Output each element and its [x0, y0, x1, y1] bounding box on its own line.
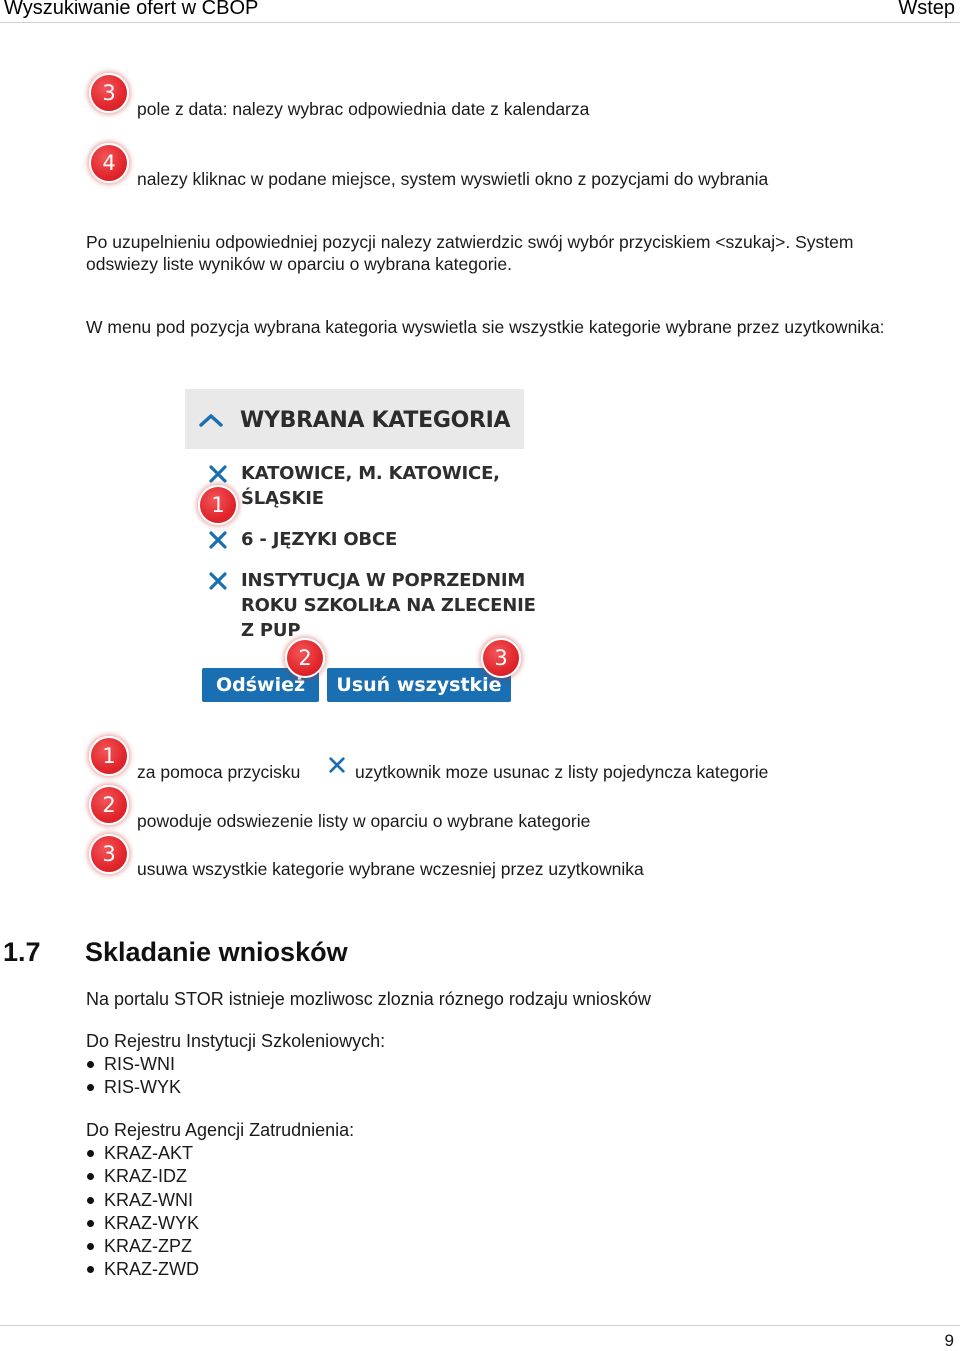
remove-category-x-icon[interactable] [208, 464, 228, 484]
category-item-3-line-1: INSTYTUCJA W POPRZEDNIM [241, 570, 526, 591]
legend-1-text-before: za pomoca przycisku [137, 762, 301, 782]
legend-badge-3: 3 [89, 834, 129, 874]
list-item: KRAZ-IDZ [86, 1165, 199, 1188]
ris-heading: Do Rejestru Instytucji Szkoleniowych: [86, 1031, 386, 1051]
ris-list [86, 1053, 181, 1100]
list-item: RIS-WYK [86, 1076, 181, 1099]
paragraph-1-line-1: Po uzupelnieniu odpowiedniej pozycji nalezy zatwierdzic swój wybór przyciskiem <szukaj>. System [86, 232, 854, 252]
step-4-text: nalezy kliknac w podane miejsce, system wyswietli okno z pozycjami do wybrania [137, 169, 769, 189]
section-number: 1.7 [3, 937, 41, 967]
footer-divider [0, 1325, 960, 1326]
remove-all-button[interactable]: Usuń wszystkie [327, 668, 511, 702]
page-number: 9 [944, 1331, 954, 1350]
step-badge-3: 3 [89, 73, 129, 113]
remove-category-x-icon[interactable] [208, 571, 228, 591]
paragraph-1-line-2: odswiezy liste wyników w oparciu o wybrana kategorie. [86, 254, 513, 274]
remove-category-x-icon[interactable] [208, 530, 228, 550]
step-badge-4: 4 [89, 143, 129, 183]
category-item-2: 6 - JĘZYKI OBCE [241, 529, 398, 550]
legend-badge-1: 1 [89, 736, 129, 776]
category-item-1-line-1: KATOWICE, M. KATOWICE, [241, 463, 500, 484]
list-item: KRAZ-WYK [86, 1212, 199, 1235]
header-left-title: Wyszukiwanie ofert w CBOP [4, 0, 259, 19]
kraz-heading: Do Rejestru Agencji Zatrudnienia: [86, 1120, 355, 1140]
category-item-3-line-3: Z PUP [241, 620, 301, 641]
close-x-icon [328, 756, 346, 774]
category-panel-title: WYBRANA KATEGORIA [240, 408, 511, 433]
list-item: KRAZ-ZPZ [86, 1235, 199, 1258]
category-item-1-line-2: ŚLĄSKIE [241, 488, 324, 509]
callout-badge-3: 3 [481, 638, 521, 678]
list-item: RIS-WNI [86, 1053, 181, 1076]
callout-badge-2: 2 [285, 638, 325, 678]
list-item: KRAZ-WNI [86, 1189, 199, 1212]
chevron-up-icon[interactable] [198, 412, 224, 428]
step-3-text: pole z data: nalezy wybrac odpowiednia date z kalendarza [137, 99, 590, 119]
section-title: Skladanie wniosków [85, 937, 348, 967]
callout-badge-1: 1 [198, 485, 238, 525]
legend-3-text: usuwa wszystkie kategorie wybrane wczesniej przez uzytkownika [137, 859, 644, 879]
category-item-3-line-2: ROKU SZKOLIŁA NA ZLECENIE [241, 595, 536, 616]
kraz-list [86, 1142, 199, 1282]
page-header [0, 0, 960, 23]
section-intro: Na portalu STOR istnieje mozliwosc zloznia róznego rodzaju wniosków [86, 989, 651, 1009]
paragraph-2: W menu pod pozycja wybrana kategoria wyswietla sie wszystkie kategorie wybrane przez uzytkownika: [86, 317, 885, 337]
legend-1-text-after: uzytkownik moze usunac z listy pojedyncza kategorie [355, 762, 769, 782]
list-item: KRAZ-AKT [86, 1142, 199, 1165]
header-right-title: Wstep [898, 0, 955, 19]
legend-2-text: powoduje odswiezenie listy w oparciu o wybrane kategorie [137, 811, 591, 831]
legend-badge-2: 2 [89, 785, 129, 825]
refresh-button[interactable]: Odśwież [202, 668, 319, 702]
list-item: KRAZ-ZWD [86, 1258, 199, 1281]
